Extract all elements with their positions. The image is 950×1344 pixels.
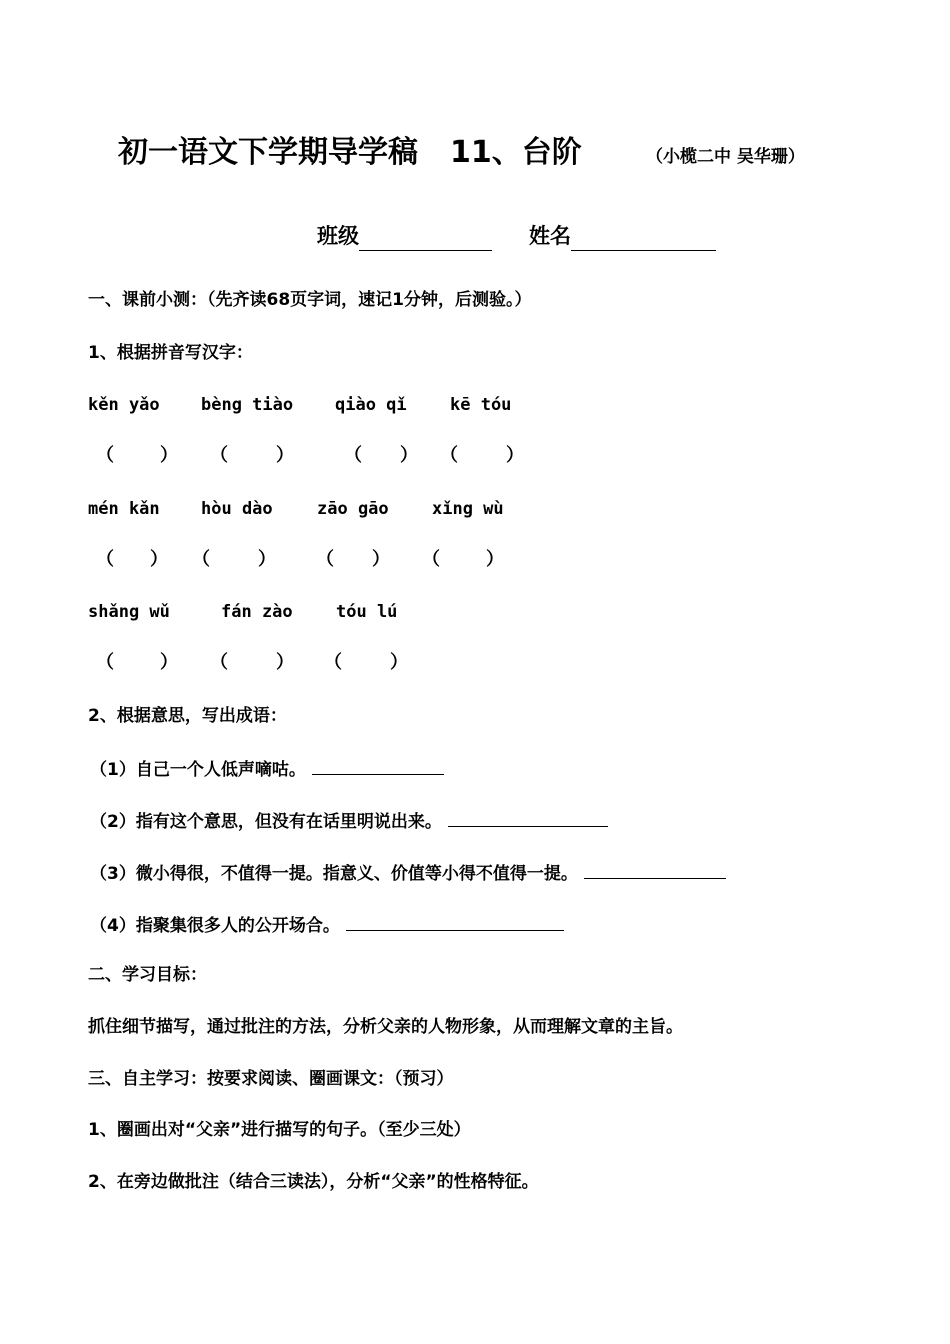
class-label: 班级 bbox=[317, 224, 359, 248]
learning-goal-text: 抓住细节描写，通过批注的方法，分析父亲的人物形象，从而理解文章的主旨。 bbox=[88, 1017, 683, 1037]
close-paren: ） bbox=[400, 445, 418, 466]
pinyin-item: kē tóu bbox=[450, 395, 512, 415]
self-study-item: 1、圈画出对“父亲”进行描写的句子。（至少三处） bbox=[88, 1120, 471, 1140]
section1-heading: 一、课前小测：（先齐读68页字词，速记1分钟，后测验。） bbox=[88, 290, 532, 310]
open-paren: （ bbox=[210, 652, 228, 673]
pinyin-item: hòu dào bbox=[201, 499, 273, 519]
pinyin-item: shǎng wǔ bbox=[88, 602, 170, 622]
idiom-question bbox=[90, 808, 608, 834]
idiom-question-text: （3）微小得很，不值得一提。指意义、价值等小得不值得一提。 bbox=[90, 864, 578, 884]
open-paren: （ bbox=[324, 652, 342, 673]
pinyin-item: tóu lú bbox=[336, 602, 398, 622]
close-paren: ） bbox=[390, 652, 408, 673]
pinyin-item: qiào qǐ bbox=[335, 395, 407, 415]
question1-heading: 1、根据拼音写汉字： bbox=[88, 343, 253, 363]
open-paren: （ bbox=[440, 445, 458, 466]
close-paren: ） bbox=[160, 445, 178, 466]
pinyin-item: mén kǎn bbox=[88, 499, 160, 519]
close-paren: ） bbox=[160, 652, 178, 673]
idiom-question-text: （2）指有这个意思，但没有在话里明说出来。 bbox=[90, 812, 442, 832]
title-text: 初一语文下学期导学稿 bbox=[118, 135, 418, 170]
answer-blank[interactable] bbox=[312, 756, 444, 775]
open-paren: （ bbox=[96, 445, 114, 466]
pinyin-item: kěn yǎo bbox=[88, 395, 160, 415]
open-paren: （ bbox=[210, 445, 228, 466]
idiom-question bbox=[90, 860, 726, 886]
close-paren: ） bbox=[372, 549, 390, 570]
open-paren: （ bbox=[344, 445, 362, 466]
pinyin-item: fán zào bbox=[221, 602, 293, 622]
close-paren: ） bbox=[258, 549, 276, 570]
answer-blank[interactable] bbox=[448, 808, 608, 827]
author-note: （小榄二中 吴华珊） bbox=[646, 147, 805, 167]
pinyin-item: bèng tiào bbox=[201, 395, 294, 415]
pinyin-item: xǐng wù bbox=[432, 499, 504, 519]
close-paren: ） bbox=[150, 549, 168, 570]
answer-blank[interactable] bbox=[584, 860, 726, 879]
question2-heading: 2、根据意思，写出成语： bbox=[88, 706, 287, 726]
section2-heading: 二、学习目标： bbox=[88, 965, 207, 985]
lesson-title: 11、台阶 bbox=[450, 135, 582, 170]
idiom-question bbox=[90, 756, 444, 782]
section3-heading: 三、自主学习：按要求阅读、圈画课文：（预习） bbox=[88, 1069, 454, 1089]
class-blank[interactable] bbox=[359, 228, 492, 251]
name-label: 姓名 bbox=[529, 224, 571, 248]
class-field bbox=[317, 221, 492, 251]
close-paren: ） bbox=[506, 445, 524, 466]
idiom-question-text: （4）指聚集很多人的公开场合。 bbox=[90, 916, 340, 936]
close-paren: ） bbox=[276, 652, 294, 673]
name-blank[interactable] bbox=[571, 228, 716, 251]
pinyin-item: zāo gāo bbox=[317, 499, 389, 519]
idiom-question-text: （1）自己一个人低声嘀咕。 bbox=[90, 760, 306, 780]
open-paren: （ bbox=[316, 549, 334, 570]
self-study-item: 2、在旁边做批注（结合三读法），分析“父亲”的性格特征。 bbox=[88, 1172, 539, 1192]
page-title bbox=[118, 133, 582, 173]
name-field bbox=[529, 221, 716, 251]
open-paren: （ bbox=[96, 549, 114, 570]
idiom-question bbox=[90, 912, 564, 938]
close-paren: ） bbox=[486, 549, 504, 570]
open-paren: （ bbox=[192, 549, 210, 570]
answer-blank[interactable] bbox=[346, 912, 564, 931]
open-paren: （ bbox=[422, 549, 440, 570]
open-paren: （ bbox=[96, 652, 114, 673]
close-paren: ） bbox=[276, 445, 294, 466]
